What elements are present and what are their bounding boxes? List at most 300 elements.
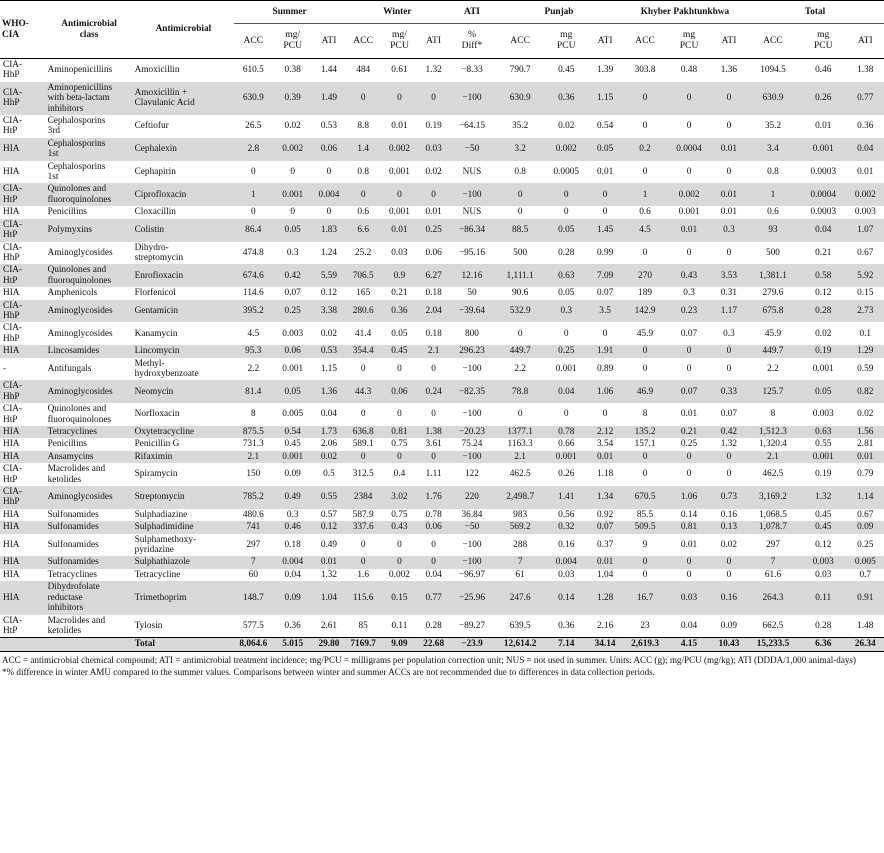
value-cell: 589.1 [352,439,374,450]
table-row [0,569,884,581]
value-cell: 0.04 [680,620,698,631]
value-cell: 0.004 [318,189,340,200]
value-cell: 0.001 [812,363,834,374]
value-cell: 0 [326,207,332,218]
table-row [0,264,884,287]
value-cell: 741 [246,522,261,533]
class-cell: Aminoglycosides [47,492,113,503]
header-antimicrobial: Antimicrobial [133,1,235,59]
value-cell: 0.56 [558,509,575,520]
value-cell: 0.02 [284,121,301,132]
value-cell: 0.13 [720,522,738,533]
value-cell: 0.54 [284,427,301,437]
value-cell: −86.34 [458,224,486,235]
value-cell: 0 [602,189,608,200]
class-cell: Quinolones and fluoroquinolones [47,404,112,425]
value-cell: 0 [726,121,732,132]
value-cell: 0.09 [857,522,874,533]
value-cell: 0.37 [596,539,614,550]
value-cell: 0.0003 [810,166,837,177]
value-cell: 0 [642,166,648,177]
total-cell: 12,614.2 [494,638,546,651]
value-cell: 0 [726,247,732,258]
value-cell: 1.18 [596,469,614,480]
class-cell: Macrolides and ketolides [47,615,106,636]
value-cell: 0 [642,557,648,568]
value-cell: −25.96 [458,592,486,603]
value-cell: 0.15 [391,592,408,603]
value-cell: 86.4 [245,224,262,235]
total-cell: 15,233.5 [746,638,800,651]
value-cell: 662.5 [762,620,784,631]
value-cell: 125.7 [762,386,784,397]
value-cell: 88.5 [512,224,529,235]
value-cell: 0.43 [391,522,408,533]
value-cell: 0.42 [720,427,738,437]
value-cell: 0 [602,409,608,420]
value-cell: −8.33 [461,65,483,76]
who-cia-cell: HIA [3,207,20,218]
value-cell: 0.01 [720,207,738,218]
value-cell: 0.36 [558,620,575,631]
class-cell: Dihydrofolate reductase inhibitors [47,582,100,614]
value-cell: 983 [513,509,528,520]
value-cell: 93 [768,224,778,235]
value-cell: 0.18 [425,328,442,339]
value-cell: 0 [726,557,732,568]
total-cell: 2,619.3 [624,638,666,651]
total-cell: 34.14 [586,638,623,651]
table-row [0,486,884,509]
value-cell: 0 [642,363,648,374]
value-cell: 0 [250,166,256,177]
value-cell: NUS [462,207,482,218]
total-label: Total [133,638,235,651]
value-cell: 1.45 [596,224,614,235]
value-cell: 0 [326,166,332,177]
value-cell: 0 [726,363,732,374]
value-cell: −100 [462,363,482,374]
class-cell: Penicillins [47,439,87,450]
value-cell: 0.07 [284,288,301,299]
value-cell: 0.99 [596,247,614,258]
value-cell: 5.92 [857,270,874,281]
class-cell: Antifungals [47,363,92,374]
antimicrobial-cell: Norfloxacin [134,409,180,420]
value-cell: 0 [517,328,523,339]
value-cell: 0 [602,207,608,218]
total-cell [0,638,46,651]
value-cell: 1.34 [596,492,614,503]
value-cell: 1.32 [425,65,442,76]
table-row [0,403,884,426]
header-who-cia: WHO- CIA [0,1,46,59]
value-cell: 0.001 [812,144,834,155]
value-cell: 0.01 [596,451,614,462]
value-cell: 449.7 [509,346,531,357]
who-cia-cell: HIA [3,522,20,533]
value-cell: 0.4 [393,469,406,480]
value-cell: 0.01 [391,121,408,132]
who-cia-cell: HIA [3,509,20,520]
value-cell: −96.97 [458,569,486,580]
value-cell: 0.49 [284,492,301,503]
class-cell: Lincosamides [47,346,100,357]
value-cell: 3,169.2 [759,492,787,503]
table-row [0,287,884,299]
subheader-cell: ACC [234,24,272,59]
value-cell: 0.25 [558,346,575,357]
value-cell: 500 [513,247,528,258]
table-row [0,183,884,206]
value-cell: 0.49 [320,539,338,550]
value-cell: 0.01 [320,557,338,568]
value-cell: 303.8 [634,65,656,76]
value-cell: 1.32 [720,439,738,450]
value-cell: 569.2 [509,522,531,533]
antimicrobial-cell: Colistin [134,224,165,235]
value-cell: 0.57 [320,509,338,520]
value-cell: 354.4 [352,346,374,357]
value-cell: 0.0004 [676,144,702,155]
total-cell: 9.09 [381,638,417,651]
value-cell: 0 [726,346,732,357]
class-cell: Sulfonamides [47,522,99,533]
value-cell: 142.9 [634,305,656,316]
value-cell: 785.2 [242,492,264,503]
table-row [0,380,884,403]
value-cell: 1.04 [320,592,338,603]
value-cell: 6.6 [357,224,369,235]
value-cell: 674.6 [242,270,264,281]
value-cell: 3.4 [767,144,779,155]
value-cell: 2.04 [425,305,442,316]
value-cell: 1094.5 [760,65,786,76]
antimicrobial-cell: Amoxicillin [134,65,180,76]
value-cell: 0 [563,409,569,420]
value-cell: 0.01 [596,557,614,568]
table-row [0,345,884,357]
value-cell: 3.53 [720,270,738,281]
value-cell: 0 [642,469,648,480]
header-khyber-pakhtunkhwa: Khyber Pakhtunkhwa [624,1,746,24]
value-cell: 0.02 [815,328,832,339]
value-cell: 0.01 [815,121,832,132]
value-cell: 1,512.3 [759,427,787,437]
antimicrobial-cell: Trimethoprim [134,592,187,603]
value-cell: 0.02 [425,166,442,177]
value-cell: 0.19 [815,469,832,480]
value-cell: 2384 [353,492,373,503]
value-cell: 0 [431,451,436,462]
value-cell: 0.31 [720,288,738,299]
value-cell: 2.8 [247,144,260,155]
table-row [0,438,884,450]
class-cell: Tetracyclines [47,427,97,437]
value-cell: 0.04 [558,386,575,397]
who-cia-cell: HIA [3,166,20,177]
value-cell: 1 [250,189,256,200]
value-cell: 1377.1 [507,427,533,437]
value-cell: 0 [517,189,523,200]
value-cell: 2.2 [247,363,260,374]
value-cell: 35.2 [764,121,782,132]
class-cell: Cephalosporins 1st [47,161,106,183]
value-cell: 1,078.7 [759,522,787,533]
value-cell: 0.36 [558,93,575,104]
table-row [0,463,884,486]
value-cell: 0.16 [558,539,575,550]
value-cell: 462.5 [509,469,531,480]
value-cell: 0.28 [815,620,832,631]
header-winter: Winter [345,1,450,24]
value-cell: 3.5 [599,305,611,316]
value-cell: 2.1 [247,451,260,462]
value-cell: 0.28 [558,247,575,258]
class-cell: Macrolides and ketolides [47,464,106,485]
who-cia-cell: HIA [3,539,20,550]
value-cell: 270 [638,270,652,281]
header-antimicrobial-class: Antimicrobial class [46,1,133,59]
value-cell: 0.07 [596,288,614,299]
value-cell: 85 [358,620,368,631]
value-cell: 0.001 [812,451,834,462]
value-cell: 790.7 [509,65,531,76]
subheader-cell: ACC [345,24,381,59]
value-cell: 0.8 [514,166,526,177]
value-cell: 0.73 [720,492,738,503]
value-cell: 0.48 [680,65,698,76]
value-cell: 1.73 [320,427,338,437]
value-cell: 630.9 [242,93,264,104]
value-cell: 2.1 [514,451,526,462]
value-cell: 1.06 [596,386,614,397]
value-cell: 296.23 [459,346,485,357]
antimicrobial-cell: Sulphadimidine [134,522,194,533]
value-cell: 1.83 [320,224,338,235]
value-cell: −50 [464,522,480,533]
total-cell [46,638,133,651]
value-cell: 150 [246,469,261,480]
value-cell: 0 [290,166,296,177]
value-cell: 0.45 [284,439,301,450]
value-cell: 0.02 [320,328,338,339]
value-cell: 0.39 [284,93,301,104]
class-cell: Aminoglycosides [47,328,113,339]
class-cell: Aminoglycosides [47,305,113,316]
value-cell: 0.25 [857,539,874,550]
subheader-cell: % Diff* [450,24,495,59]
who-cia-cell: CIA- HhP [3,60,23,81]
value-cell: 0.16 [720,509,738,520]
value-cell: 0.54 [596,121,614,132]
total-cell: 10.43 [712,638,746,651]
value-cell: 0.07 [596,522,614,533]
value-cell: 1.41 [558,492,575,503]
value-cell: 0 [397,409,402,420]
who-cia-cell: CIA- HtP [3,265,23,286]
value-cell: 1 [642,189,648,200]
value-cell: 0 [397,451,402,462]
value-cell: 0.77 [425,592,442,603]
antimicrobial-cell: Kanamycin [134,328,178,339]
value-cell: −82.35 [458,386,486,397]
value-cell: 0 [397,539,402,550]
value-cell: −100 [462,189,482,200]
value-cell: 0.01 [720,144,738,155]
header-total: Total [746,1,884,24]
value-cell: 1.36 [720,65,738,76]
table-row [0,115,884,138]
value-cell: 0.002 [282,144,304,155]
value-cell: NUS [462,166,482,177]
subheader-cell: ATI [586,24,623,59]
class-cell: Quinolones and fluoroquinolones [47,184,112,205]
value-cell: 0.12 [815,288,832,299]
value-cell: 1 [770,189,776,200]
antimicrobial-cell: Cloxacillin [134,207,176,218]
value-cell: 800 [465,328,479,339]
class-cell: Aminoglycosides [47,386,113,397]
value-cell: 474.8 [242,247,264,258]
value-cell: 395.2 [242,305,264,316]
antimicrobial-cell: Enrofloxacin [134,270,184,281]
value-cell: 0.14 [680,509,698,520]
value-cell: 0.03 [680,592,698,603]
value-cell: 0.001 [388,166,410,177]
value-cell: 0.01 [596,166,614,177]
value-cell: 0.28 [425,620,442,631]
value-cell: 0 [431,93,436,104]
value-cell: 0 [397,189,402,200]
class-cell: Aminopenicillins [47,65,113,76]
who-cia-cell: HIA [3,569,20,580]
table-row [0,581,884,614]
who-cia-cell: CIA- HtP [3,615,23,636]
value-cell: 264.3 [762,592,784,603]
value-cell: 0.12 [320,522,338,533]
value-cell: 1,111.1 [506,270,534,281]
class-cell: Sulfonamides [47,539,99,550]
value-cell: 61 [515,569,525,580]
value-cell: 1.39 [596,65,614,76]
table-row [0,300,884,323]
antimicrobial-cell: Methyl- hydroxybenzoate [134,358,199,379]
antimicrobial-cell: Cephapirin [134,166,176,177]
table-row [0,521,884,533]
table-row [0,82,884,115]
value-cell: 0.04 [425,569,442,580]
value-cell: 0.55 [815,439,832,450]
value-cell: 0 [686,346,692,357]
value-cell: 25.2 [355,247,372,258]
value-cell: 0 [686,363,692,374]
value-cell: 90.6 [512,288,529,299]
value-cell: 0 [686,469,692,480]
antimicrobial-cell: Streptomycin [134,492,185,503]
value-cell: 0.58 [815,270,832,281]
value-cell: 0.38 [284,65,301,76]
value-cell: 0 [360,93,366,104]
value-cell: 0.003 [282,328,304,339]
value-cell: 0.26 [558,469,575,480]
who-cia-cell: CIA- HtP [3,464,23,485]
antimicrobial-cell: Penicillin G [134,439,180,450]
value-cell: 1.91 [596,346,614,357]
value-cell: 0.03 [558,569,575,580]
antimicrobial-cell: Ciprofloxacin [134,189,187,200]
value-cell: 0.06 [320,144,338,155]
value-cell: 875.5 [242,427,264,437]
value-cell: 0 [360,557,366,568]
header-summer: Summer [234,1,345,24]
value-cell: 0.01 [425,207,442,218]
value-cell: 0.04 [815,224,832,235]
value-cell: 0.16 [720,592,738,603]
antimicrobial-cell: Sulphadiazine [134,509,188,520]
value-cell: 0.02 [857,409,874,420]
value-cell: 0.09 [284,592,301,603]
footnote-abbreviations: ACC = antimicrobial chemical compound; ATI = antimicrobial treatment incidence; mg/PCU = milligrams per population correction unit; NUS = not used in summer. Units: ACC (g); mg/PCU (mg/kg); ATI (DDDA/1,000 animal-days) [2,654,856,665]
value-cell: 0 [642,93,648,104]
value-cell: 3.38 [320,305,338,316]
value-cell: 0.6 [357,207,369,218]
value-cell: 312.5 [352,469,374,480]
table-row [0,322,884,345]
subheader-cell: ATI [313,24,345,59]
value-cell: 1.14 [857,492,874,503]
value-cell: 0.33 [720,386,738,397]
value-cell: 114.6 [243,288,264,299]
value-cell: 0.8 [767,166,779,177]
value-cell: 0 [686,247,692,258]
value-cell: 0.55 [320,492,338,503]
value-cell: 0.18 [425,288,442,299]
value-cell: 148.7 [242,592,264,603]
antimicrobial-cell: Florfenicol [134,288,176,299]
value-cell: 449.7 [762,346,784,357]
value-cell: 0 [563,328,569,339]
value-cell: 0.9 [393,270,406,281]
value-cell: 0.67 [857,247,874,258]
value-cell: 0.14 [558,592,575,603]
value-cell: 0.07 [680,386,698,397]
value-cell: 0.81 [680,522,698,533]
subheader-cell: mg PCU [666,24,712,59]
subheader-cell: ATI [418,24,450,59]
antimicrobial-cell: Rifaximin [134,451,173,462]
who-cia-cell: HIA [3,144,20,155]
value-cell: −100 [462,409,482,420]
value-cell: 0 [686,93,692,104]
value-cell: 0.45 [558,65,575,76]
value-cell: 0.03 [425,144,442,155]
value-cell: 0 [563,207,569,218]
value-cell: 0.01 [857,166,874,177]
value-cell: 532.9 [509,305,531,316]
value-cell: 2.1 [427,346,440,357]
value-cell: 0.005 [854,557,876,568]
value-cell: 16.7 [636,592,654,603]
value-cell: 0.02 [720,539,738,550]
value-cell: 0.06 [284,346,301,357]
value-cell: 0.61 [391,65,408,76]
class-cell: Aminoglycosides [47,247,113,258]
value-cell: 0.75 [391,509,408,520]
value-cell: 0.24 [425,386,442,397]
value-cell: 0 [642,346,648,357]
value-cell: 0 [726,451,732,462]
